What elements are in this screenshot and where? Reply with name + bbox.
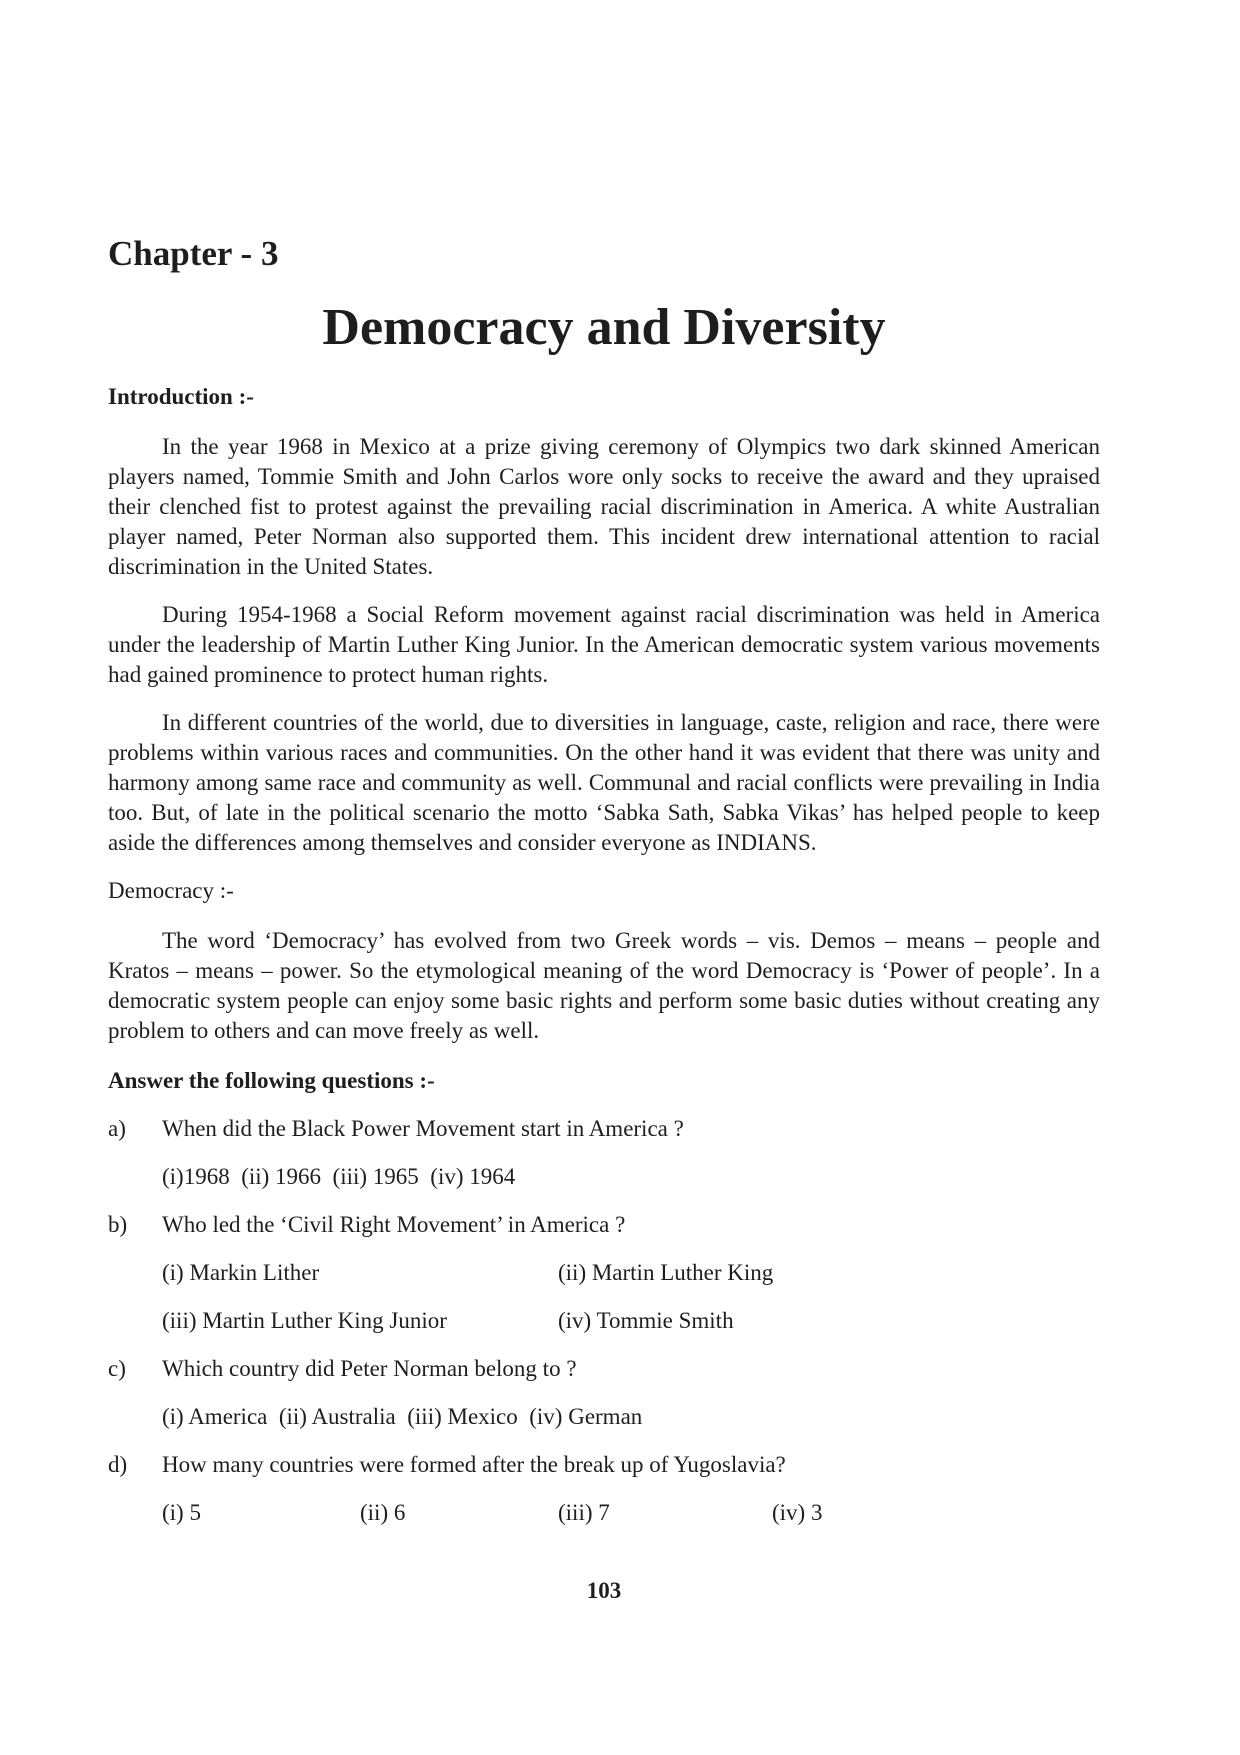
- question-letter: b): [108, 1212, 128, 1237]
- questions-heading: Answer the following questions :-: [108, 1068, 435, 1093]
- chapter-title: Democracy and Diversity: [322, 299, 886, 356]
- option: (ii) 6: [360, 1500, 406, 1525]
- introduction-heading: Introduction :-: [108, 384, 254, 409]
- page-body: [108, 382, 1100, 1528]
- option: (iv) 3: [772, 1500, 823, 1525]
- democracy-paragraph: The word ‘Democracy’ has evolved from two Greek words – vis. Demos – means – people and Kratos – means – power. So the etymological meaning of the word Democracy is ‘Power of people’. In a democratic system people can enjoy some basic rights and perform some basic duties without creating any problem to others and can move freely as well.: [108, 928, 1100, 1043]
- question-text: Who led the ‘Civil Right Movement’ in America ?: [162, 1212, 626, 1237]
- question-c: [108, 1354, 1100, 1384]
- chapter-label: Chapter - 3: [108, 234, 279, 273]
- option: (iv) Tommie Smith: [558, 1308, 734, 1333]
- question-text: How many countries were formed after the break up of Yugoslavia?: [162, 1452, 786, 1477]
- question-text: Which country did Peter Norman belong to ?: [162, 1356, 577, 1381]
- question-b: [108, 1210, 1100, 1240]
- questions-section: [108, 1066, 1100, 1528]
- question-d: [108, 1450, 1100, 1480]
- option: (i) 5: [162, 1500, 201, 1525]
- intro-paragraph-3: In different countries of the world, due to diversities in language, caste, religion and race, there were problems within various races and communities. On the other hand it was evident that there was unity and harmony among same race and community as well. Communal and racial conflicts were prevailing in India too. But, of late in the political scenario the motto ‘Sabka Sath, Sabka Vikas’ has helped people to keep aside the differences among themselves and consider everyone as INDIANS.: [108, 710, 1100, 855]
- option: (iii) 7: [558, 1500, 610, 1525]
- intro-paragraph-1: In the year 1968 in Mexico at a prize giving ceremony of Olympics two dark skinned American players named, Tommie Smith and John Carlos wore only socks to receive the award and they upraised their clenched fist to protest against the prevailing racial discrimination in America. A white Australian player named, Peter Norman also supported them. This incident drew international attention to racial discrimination in the United States.: [108, 434, 1100, 579]
- question-letter: a): [108, 1116, 126, 1141]
- question-c-options: (i) America (ii) Australia (iii) Mexico (iv) German: [162, 1404, 643, 1429]
- question-b-options: [108, 1258, 1100, 1336]
- question-a-options: (i)1968 (ii) 1966 (iii) 1965 (iv) 1964: [162, 1164, 516, 1189]
- question-letter: c): [108, 1356, 126, 1381]
- intro-paragraph-2: During 1954-1968 a Social Reform movement against racial discrimination was held in America under the leadership of Martin Luther King Junior. In the American democratic system various movements had gained prominence to protect human rights.: [108, 602, 1100, 687]
- question-d-options: [108, 1498, 1100, 1528]
- question-letter: d): [108, 1452, 128, 1477]
- option: (ii) Martin Luther King: [558, 1260, 774, 1285]
- question-text: When did the Black Power Movement start in America ?: [162, 1116, 684, 1141]
- option: (i) Markin Lither: [162, 1260, 320, 1285]
- option: (iii) Martin Luther King Junior: [162, 1308, 447, 1333]
- textbook-page: [108, 0, 1100, 1755]
- page-number: 103: [586, 1578, 622, 1603]
- question-a: [108, 1114, 1100, 1144]
- democracy-heading: Democracy :-: [108, 878, 234, 903]
